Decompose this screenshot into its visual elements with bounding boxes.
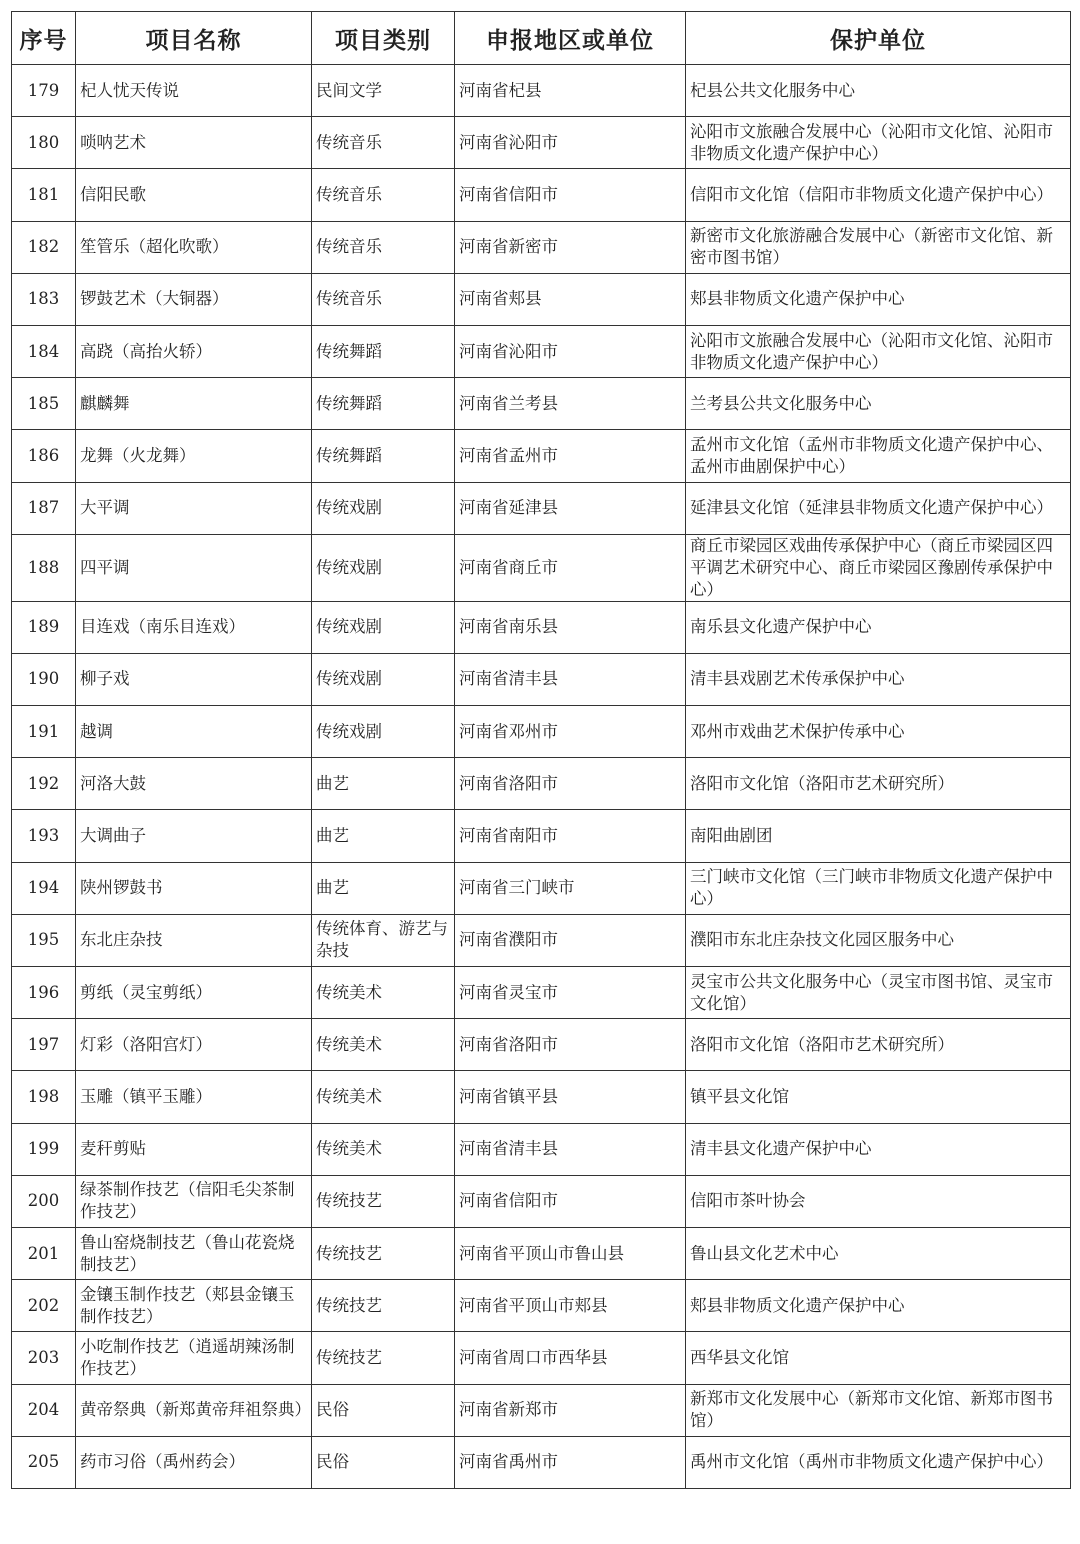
cell-project-name: 四平调 — [76, 534, 312, 601]
table-row — [12, 169, 1071, 221]
cell-protection-unit: 禹州市文化馆（禹州市非物质文化遗产保护中心） — [686, 1436, 1071, 1488]
cell-serial-number: 188 — [12, 534, 76, 601]
cell-project-category: 民俗 — [312, 1436, 455, 1488]
cell-project-category: 曲艺 — [312, 862, 455, 914]
cell-project-category: 传统美术 — [312, 1071, 455, 1123]
table-row — [12, 862, 1071, 914]
cell-serial-number: 180 — [12, 117, 76, 169]
header-project-category: 项目类别 — [312, 12, 455, 65]
cell-serial-number: 186 — [12, 430, 76, 482]
cell-project-name: 小吃制作技艺（逍遥胡辣汤制作技艺） — [76, 1332, 312, 1384]
cell-serial-number: 194 — [12, 862, 76, 914]
cell-project-category: 传统技艺 — [312, 1227, 455, 1279]
cell-serial-number: 191 — [12, 706, 76, 758]
cell-applicant-region: 河南省南乐县 — [455, 601, 686, 653]
cell-protection-unit: 清丰县文化遗产保护中心 — [686, 1123, 1071, 1175]
table-row — [12, 967, 1071, 1019]
cell-protection-unit: 西华县文化馆 — [686, 1332, 1071, 1384]
table-row — [12, 221, 1071, 273]
cell-protection-unit: 三门峡市文化馆（三门峡市非物质文化遗产保护中心） — [686, 862, 1071, 914]
cell-project-name: 龙舞（火龙舞） — [76, 430, 312, 482]
header-protection-unit: 保护单位 — [686, 12, 1071, 65]
cell-serial-number: 189 — [12, 601, 76, 653]
table-row — [12, 1123, 1071, 1175]
cell-protection-unit: 南乐县文化遗产保护中心 — [686, 601, 1071, 653]
table-row — [12, 1384, 1071, 1436]
cell-project-category: 传统音乐 — [312, 221, 455, 273]
table-row — [12, 601, 1071, 653]
cell-project-name: 陕州锣鼓书 — [76, 862, 312, 914]
cell-project-name: 信阳民歌 — [76, 169, 312, 221]
cell-project-category: 传统技艺 — [312, 1280, 455, 1332]
cell-protection-unit: 邓州市戏曲艺术保护传承中心 — [686, 706, 1071, 758]
cell-applicant-region: 河南省邓州市 — [455, 706, 686, 758]
cell-project-name: 高跷（高抬火轿） — [76, 325, 312, 377]
cell-project-name: 绿茶制作技艺（信阳毛尖茶制作技艺） — [76, 1175, 312, 1227]
cell-project-name: 玉雕（镇平玉雕） — [76, 1071, 312, 1123]
cell-protection-unit: 信阳市文化馆（信阳市非物质文化遗产保护中心） — [686, 169, 1071, 221]
cell-serial-number: 193 — [12, 810, 76, 862]
cell-project-name: 药市习俗（禹州药会） — [76, 1436, 312, 1488]
cell-protection-unit: 沁阳市文旅融合发展中心（沁阳市文化馆、沁阳市非物质文化遗产保护中心） — [686, 325, 1071, 377]
table-body — [12, 65, 1071, 1489]
table-row — [12, 1332, 1071, 1384]
cell-project-category: 民间文学 — [312, 65, 455, 117]
cell-project-category: 传统音乐 — [312, 117, 455, 169]
cell-serial-number: 202 — [12, 1280, 76, 1332]
cell-project-category: 传统体育、游艺与杂技 — [312, 914, 455, 966]
table-row — [12, 430, 1071, 482]
cell-serial-number: 203 — [12, 1332, 76, 1384]
cell-applicant-region: 河南省信阳市 — [455, 1175, 686, 1227]
table-row — [12, 534, 1071, 601]
cell-applicant-region: 河南省沁阳市 — [455, 325, 686, 377]
cell-project-category: 曲艺 — [312, 758, 455, 810]
cell-protection-unit: 孟州市文化馆（孟州市非物质文化遗产保护中心、孟州市曲剧保护中心） — [686, 430, 1071, 482]
cell-project-name: 河洛大鼓 — [76, 758, 312, 810]
cell-project-name: 东北庄杂技 — [76, 914, 312, 966]
cell-project-category: 传统戏剧 — [312, 534, 455, 601]
table-row — [12, 378, 1071, 430]
cell-applicant-region: 河南省洛阳市 — [455, 758, 686, 810]
cell-serial-number: 181 — [12, 169, 76, 221]
cell-applicant-region: 河南省禹州市 — [455, 1436, 686, 1488]
cell-serial-number: 179 — [12, 65, 76, 117]
cell-protection-unit: 洛阳市文化馆（洛阳市艺术研究所） — [686, 1019, 1071, 1071]
cell-project-category: 传统戏剧 — [312, 706, 455, 758]
document-page — [11, 11, 1070, 1489]
cell-project-category: 民俗 — [312, 1384, 455, 1436]
table-row — [12, 117, 1071, 169]
cell-protection-unit: 杞县公共文化服务中心 — [686, 65, 1071, 117]
cell-serial-number: 205 — [12, 1436, 76, 1488]
cell-project-name: 大平调 — [76, 482, 312, 534]
cell-project-name: 锣鼓艺术（大铜器） — [76, 273, 312, 325]
cell-applicant-region: 河南省商丘市 — [455, 534, 686, 601]
table-row — [12, 273, 1071, 325]
cell-protection-unit: 商丘市梁园区戏曲传承保护中心（商丘市梁园区四平调艺术研究中心、商丘市梁园区豫剧传承保护中心） — [686, 534, 1071, 601]
cell-project-name: 剪纸（灵宝剪纸） — [76, 967, 312, 1019]
table-row — [12, 1071, 1071, 1123]
cell-protection-unit: 濮阳市东北庄杂技文化园区服务中心 — [686, 914, 1071, 966]
cell-applicant-region: 河南省新密市 — [455, 221, 686, 273]
cell-project-category: 传统技艺 — [312, 1175, 455, 1227]
cell-project-name: 柳子戏 — [76, 653, 312, 705]
table-row — [12, 482, 1071, 534]
table-row — [12, 706, 1071, 758]
table-row — [12, 810, 1071, 862]
cell-serial-number: 199 — [12, 1123, 76, 1175]
cell-applicant-region: 河南省延津县 — [455, 482, 686, 534]
cell-project-category: 传统戏剧 — [312, 653, 455, 705]
cell-protection-unit: 新郑市文化发展中心（新郑市文化馆、新郑市图书馆） — [686, 1384, 1071, 1436]
cell-project-name: 黄帝祭典（新郑黄帝拜祖祭典） — [76, 1384, 312, 1436]
cell-applicant-region: 河南省平顶山市郏县 — [455, 1280, 686, 1332]
cell-project-category: 传统美术 — [312, 967, 455, 1019]
table-header-row — [12, 12, 1071, 65]
cell-applicant-region: 河南省兰考县 — [455, 378, 686, 430]
cell-project-category: 传统音乐 — [312, 169, 455, 221]
cell-protection-unit: 镇平县文化馆 — [686, 1071, 1071, 1123]
cell-protection-unit: 洛阳市文化馆（洛阳市艺术研究所） — [686, 758, 1071, 810]
cell-serial-number: 192 — [12, 758, 76, 810]
cell-project-name: 鲁山窑烧制技艺（鲁山花瓷烧制技艺） — [76, 1227, 312, 1279]
cell-project-category: 传统美术 — [312, 1019, 455, 1071]
cell-protection-unit: 兰考县公共文化服务中心 — [686, 378, 1071, 430]
cell-project-name: 麒麟舞 — [76, 378, 312, 430]
cell-protection-unit: 郏县非物质文化遗产保护中心 — [686, 273, 1071, 325]
cell-project-category: 传统戏剧 — [312, 601, 455, 653]
cell-project-category: 传统美术 — [312, 1123, 455, 1175]
table-row — [12, 1436, 1071, 1488]
cell-serial-number: 197 — [12, 1019, 76, 1071]
cell-applicant-region: 河南省孟州市 — [455, 430, 686, 482]
table-row — [12, 1019, 1071, 1071]
table-row — [12, 653, 1071, 705]
cell-serial-number: 187 — [12, 482, 76, 534]
table-row — [12, 758, 1071, 810]
cell-applicant-region: 河南省沁阳市 — [455, 117, 686, 169]
cell-serial-number: 198 — [12, 1071, 76, 1123]
table-row — [12, 1280, 1071, 1332]
cell-project-name: 目连戏（南乐目连戏） — [76, 601, 312, 653]
cell-project-category: 传统舞蹈 — [312, 430, 455, 482]
cell-serial-number: 200 — [12, 1175, 76, 1227]
cell-applicant-region: 河南省周口市西华县 — [455, 1332, 686, 1384]
cell-serial-number: 204 — [12, 1384, 76, 1436]
cell-applicant-region: 河南省平顶山市鲁山县 — [455, 1227, 686, 1279]
cell-protection-unit: 鲁山县文化艺术中心 — [686, 1227, 1071, 1279]
cell-project-category: 传统音乐 — [312, 273, 455, 325]
cell-project-category: 曲艺 — [312, 810, 455, 862]
cell-applicant-region: 河南省洛阳市 — [455, 1019, 686, 1071]
cell-project-name: 笙管乐（超化吹歌） — [76, 221, 312, 273]
table-row — [12, 1175, 1071, 1227]
cell-serial-number: 201 — [12, 1227, 76, 1279]
cell-serial-number: 195 — [12, 914, 76, 966]
cell-project-name: 越调 — [76, 706, 312, 758]
cell-applicant-region: 河南省镇平县 — [455, 1071, 686, 1123]
cell-applicant-region: 河南省灵宝市 — [455, 967, 686, 1019]
cell-project-name: 麦秆剪贴 — [76, 1123, 312, 1175]
cell-project-category: 传统舞蹈 — [312, 325, 455, 377]
header-project-name: 项目名称 — [76, 12, 312, 65]
table-row — [12, 1227, 1071, 1279]
cell-applicant-region: 河南省南阳市 — [455, 810, 686, 862]
cell-protection-unit: 信阳市茶叶协会 — [686, 1175, 1071, 1227]
table-row — [12, 914, 1071, 966]
cell-serial-number: 196 — [12, 967, 76, 1019]
cell-applicant-region: 河南省信阳市 — [455, 169, 686, 221]
cell-serial-number: 184 — [12, 325, 76, 377]
cell-project-category: 传统戏剧 — [312, 482, 455, 534]
table-row — [12, 65, 1071, 117]
cell-protection-unit: 新密市文化旅游融合发展中心（新密市文化馆、新密市图书馆） — [686, 221, 1071, 273]
header-applicant-region: 申报地区或单位 — [455, 12, 686, 65]
cell-project-name: 唢呐艺术 — [76, 117, 312, 169]
cell-project-name: 金镶玉制作技艺（郏县金镶玉制作技艺） — [76, 1280, 312, 1332]
cell-protection-unit: 郏县非物质文化遗产保护中心 — [686, 1280, 1071, 1332]
cell-project-name: 杞人忧天传说 — [76, 65, 312, 117]
cell-serial-number: 185 — [12, 378, 76, 430]
cell-applicant-region: 河南省新郑市 — [455, 1384, 686, 1436]
cell-applicant-region: 河南省清丰县 — [455, 653, 686, 705]
cell-applicant-region: 河南省三门峡市 — [455, 862, 686, 914]
cell-project-category: 传统技艺 — [312, 1332, 455, 1384]
cell-protection-unit: 灵宝市公共文化服务中心（灵宝市图书馆、灵宝市文化馆） — [686, 967, 1071, 1019]
cell-serial-number: 183 — [12, 273, 76, 325]
cell-applicant-region: 河南省濮阳市 — [455, 914, 686, 966]
cell-project-name: 大调曲子 — [76, 810, 312, 862]
cell-applicant-region: 河南省郏县 — [455, 273, 686, 325]
table-row — [12, 325, 1071, 377]
cell-serial-number: 190 — [12, 653, 76, 705]
cell-protection-unit: 清丰县戏剧艺术传承保护中心 — [686, 653, 1071, 705]
cell-applicant-region: 河南省清丰县 — [455, 1123, 686, 1175]
cell-project-name: 灯彩（洛阳宫灯） — [76, 1019, 312, 1071]
cell-project-category: 传统舞蹈 — [312, 378, 455, 430]
header-serial-number: 序号 — [12, 12, 76, 65]
cell-protection-unit: 延津县文化馆（延津县非物质文化遗产保护中心） — [686, 482, 1071, 534]
cell-applicant-region: 河南省杞县 — [455, 65, 686, 117]
cell-serial-number: 182 — [12, 221, 76, 273]
heritage-project-table — [11, 11, 1071, 1489]
cell-protection-unit: 南阳曲剧团 — [686, 810, 1071, 862]
cell-protection-unit: 沁阳市文旅融合发展中心（沁阳市文化馆、沁阳市非物质文化遗产保护中心） — [686, 117, 1071, 169]
